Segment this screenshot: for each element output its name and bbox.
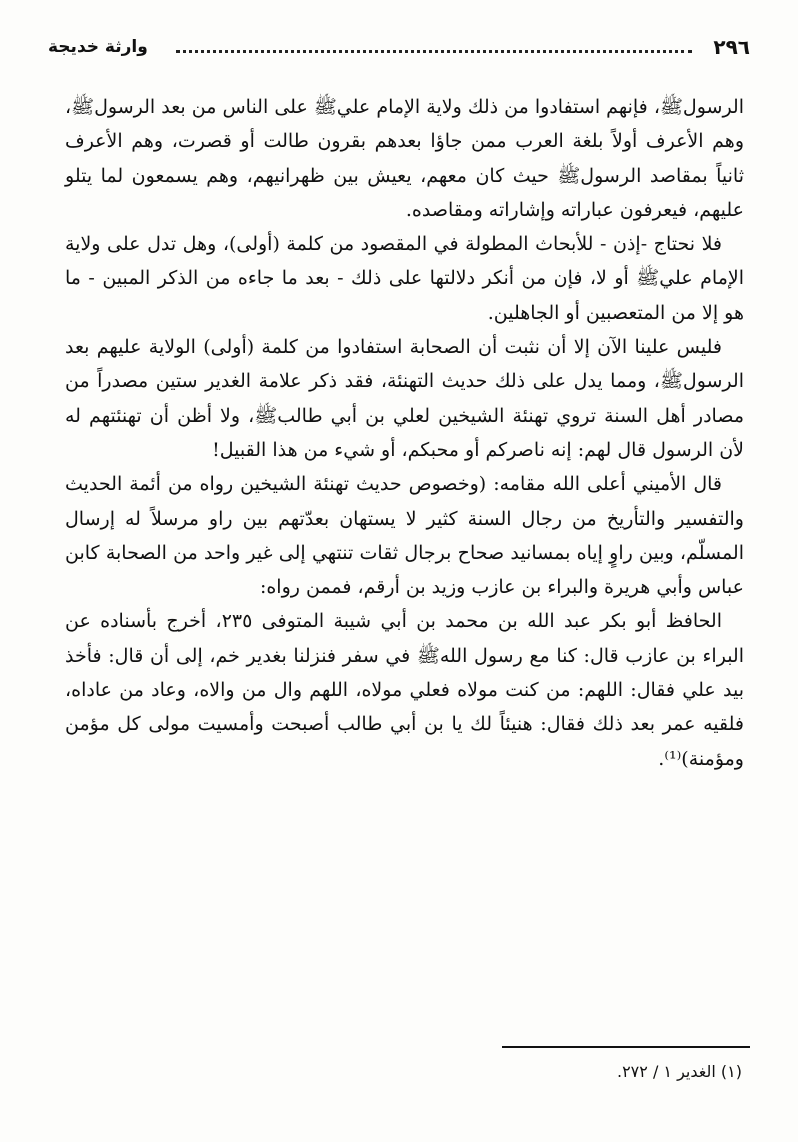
paragraph-3: فليس علينا الآن إلا أن نثبت أن الصحابة استفادوا من كلمة (أولى) الولاية عليهم بعد الرسولﷺ، ومما يدل على ذلك حديث التهنئة، فقد ذكر علامة الغدير ستين مصدراً من مصادر أهل السنة تروي تهنئة الشيخين لعلي بن أبي طالبﷺ، ولا أظن أن تهنئتهم له لأن الرسول قال لهم: إنه ناصركم أو محبكم، أو شيء من هذا القبيل! [65, 336, 744, 461]
header-dotted-leader [176, 50, 692, 53]
paragraph-2: فلا نحتاج -إذن - للأبحاث المطولة في المقصود من كلمة (أولى)، وهل تدل على ولاية الإمام عليﷺ أو لا، فإن من أنكر دلالتها على ذلك - بعد ما جاءه من الذكر المبين - ما هو إلا من المتعصبين أو الجاهلين. [65, 233, 744, 324]
paragraph-5: الحافظ أبو بكر عبد الله بن محمد بن أبي شيبة المتوفى ٢٣٥، أخرج بأسناده عن البراء بن عازب قال: كنا مع رسول اللهﷺ في سفر فنزلنا بغدير خم، إلى أن قال: فأخذ بيد علي فقال: اللهم: من كنت مولاه فعلي مولاه، اللهم وال من والاه، وعاد من عاداه، فلقيه عمر بعد ذلك فقال: هنيئاً لك يا بن أبي طالب أصبحت وأمسيت مولى كل مؤمن ومؤمنة)⁽¹⁾. [65, 610, 744, 770]
page-number: ٢٩٦ [713, 35, 750, 59]
paragraph-4: قال الأميني أعلى الله مقامه: (وخصوص حديث تهنئة الشيخين رواه من أئمة الحديث والتفسير والتأريخ من رجال السنة كثير لا يستهان بعدّتهم بين راو مرسلاً له إرسال المسلّم، وبين راوٍ إياه بمسانيد صحاح برجال ثقات تنتهي إلى غير واحد من الصحابة كابن عباس وأبي هريرة والبراء بن عازب وزيد بن أرقم، فممن رواه: [65, 473, 744, 599]
page-header [48, 32, 750, 62]
paragraph-1: الرسولﷺ، فإنهم استفادوا من ذلك ولاية الإمام عليﷺ على الناس من بعد الرسولﷺ، وهم الأعرف أولاً بلغة العرب ممن جاؤا بعدهم بقرون طالت أو قصرت، وهم الأعرف ثانياً بمقاصد الرسولﷺ حيث كان معهم، يعيش بين ظهرانيهم، وهم يسمعون لما يتلو عليهم، فيعرفون عباراته وإشاراته ومقاصده. [65, 96, 744, 221]
footnote-separator [502, 1046, 750, 1048]
body-text [65, 90, 744, 776]
footnote: (١) الغدير ١ / ٢٧٢. [616, 1062, 742, 1081]
running-title: وارثة خديجة [48, 37, 148, 57]
